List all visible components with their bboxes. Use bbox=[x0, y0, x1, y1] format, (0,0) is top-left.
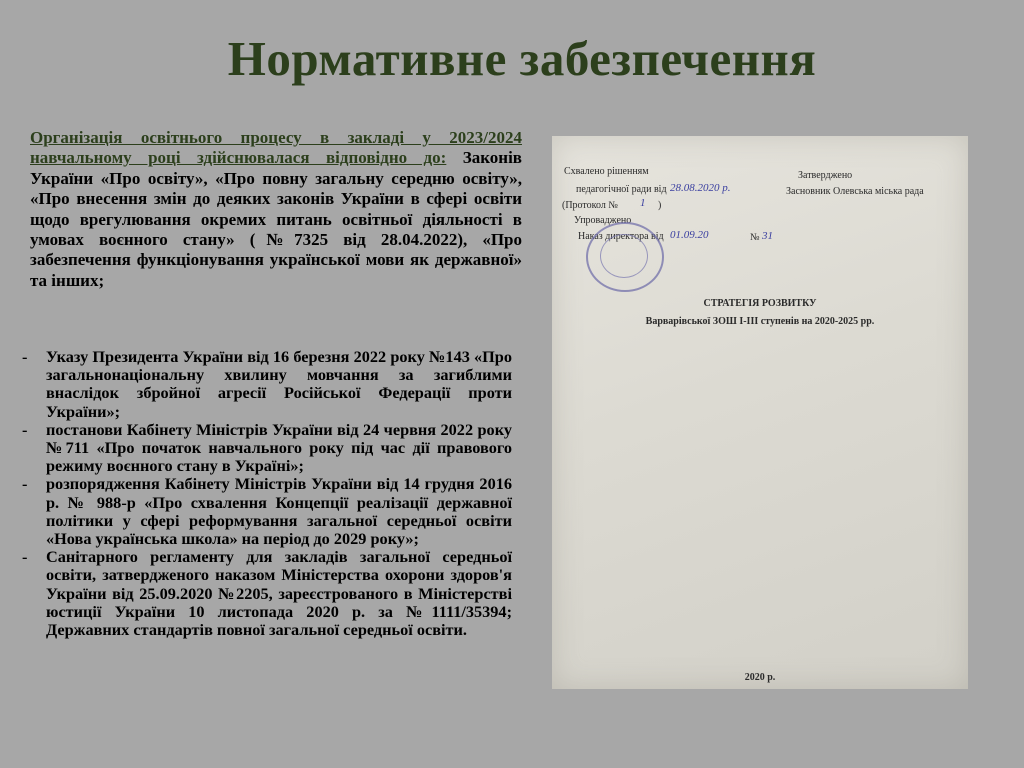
list-item-text: постанови Кабінету Міністрів України від 24 червня 2022 року №711 «Про початок навчального року під час дії правового режиму воєнного стану в Україні»; bbox=[46, 419, 512, 476]
seal-stamp bbox=[586, 222, 664, 292]
order-no-label: № bbox=[750, 232, 760, 243]
list-item bbox=[22, 548, 512, 639]
enacted-label: Упроваджено bbox=[574, 215, 632, 226]
document-heading: СТРАТЕГІЯ РОЗВИТКУ bbox=[703, 298, 817, 309]
order-label: Наказ директора від bbox=[578, 231, 664, 242]
council-date: 28.08.2020 р. bbox=[670, 182, 731, 194]
list-dash: - bbox=[22, 547, 28, 567]
list-item bbox=[22, 475, 512, 548]
list-dash: - bbox=[22, 474, 28, 494]
list-item bbox=[22, 421, 512, 476]
approved-label: Схвалено рішенням bbox=[564, 166, 649, 177]
council-label: педагогічної ради від bbox=[576, 184, 667, 195]
order-no: 31 bbox=[762, 230, 773, 242]
regulation-list bbox=[22, 348, 512, 639]
intro-lead: Організація освітнього процесу в закладі у 2023/2024 навчальному році здійснювалася відповідно до: bbox=[30, 128, 522, 168]
list-dash: - bbox=[22, 419, 28, 439]
list-item-text: розпорядження Кабінету Міністрів України від 14 грудня 2016 р. № 988-р «Про схвалення Концепції реалізації державної політики у сфері реформування загальної середньої освіти «Нова українська школа» на період до 2029 року»; bbox=[46, 474, 512, 549]
document-year: 2020 р. bbox=[744, 672, 776, 683]
confirmed-label: Затверджено bbox=[798, 170, 853, 181]
document-photo bbox=[552, 136, 968, 689]
intro-text: Законів України «Про освіту», «Про повну загальну середню освіту», «Про внесення змін до деяких законів України в сфері освіти щодо врегулювання окремих питань освітньої діяльності в умовах воєнного стану» (№7325 від 28.04.2022), «Про забезпечення функціонування української мови як державної» та інших; bbox=[30, 148, 522, 290]
order-date: 01.09.20 bbox=[670, 229, 709, 241]
list-item-text: Санітарного регламенту для закладів загальної середньої освіти, затвердженого наказом Міністерства охорони здоров'я України від 25.09.2020 №2205, зареєстрованого в Міністерстві юстиції України 10 листопада 2020 р. за №1111/35394; Державних стандартів повної загальної середньої освіти. bbox=[46, 547, 512, 640]
founder-label: Засновник Олевська міська рада bbox=[786, 186, 924, 197]
intro-paragraph bbox=[30, 128, 522, 291]
list-dash: - bbox=[22, 347, 28, 366]
document-subheading: Варварівської ЗОШ І-ІІІ ступенів на 2020-2025 рр. bbox=[645, 316, 875, 327]
list-item-text: Указу Президента України від 16 березня 2022 року №143 «Про загальнонаціональну хвилину мовчання за загиблими внаслідок збройної агресії Російської Федерації проти України»; bbox=[46, 347, 512, 421]
list-item bbox=[22, 348, 512, 421]
protocol-close: ) bbox=[658, 200, 662, 211]
protocol-label: (Протокол № bbox=[562, 200, 618, 211]
protocol-number: 1 bbox=[640, 197, 646, 209]
page-title: Нормативне забезпечення bbox=[227, 31, 817, 86]
